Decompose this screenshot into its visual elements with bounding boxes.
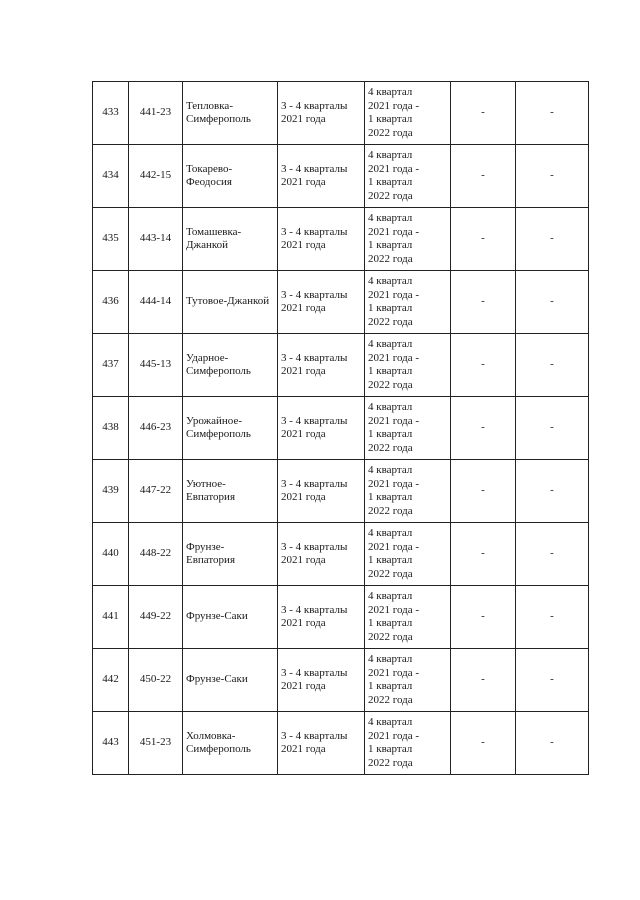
route-code: 447-22: [129, 460, 183, 523]
start-period-text: 3 - 4 кварталы 2021 года: [281, 729, 348, 755]
column-7-value: -: [516, 397, 589, 460]
start-period: [278, 397, 365, 460]
route-name: [183, 334, 278, 397]
column-6-value: -: [451, 82, 516, 145]
route-name: [183, 523, 278, 586]
end-period: 4 квартал 2021 года - 1 квартал 2022 года: [365, 334, 451, 397]
start-period-text: 3 - 4 кварталы 2021 года: [281, 99, 348, 125]
start-period: [278, 145, 365, 208]
table-row: [93, 271, 589, 334]
route-name: [183, 397, 278, 460]
column-7-value: -: [516, 145, 589, 208]
column-7-value: -: [516, 82, 589, 145]
route-name-text: Фрунзе- Евпатория: [186, 540, 236, 566]
route-code: 449-22: [129, 586, 183, 649]
end-period: 4 квартал 2021 года - 1 квартал 2022 года: [365, 397, 451, 460]
route-code: 441-23: [129, 82, 183, 145]
row-number: 442: [93, 649, 129, 712]
route-name-text: Томашевка- Джанкой: [186, 225, 242, 251]
row-number: 433: [93, 82, 129, 145]
route-name-text: Фрунзе-Саки: [186, 673, 248, 686]
route-code: 445-13: [129, 334, 183, 397]
row-number: 436: [93, 271, 129, 334]
column-7-value: -: [516, 523, 589, 586]
column-6-value: -: [451, 271, 516, 334]
route-name-text: Токарево- Феодосия: [186, 162, 233, 188]
column-6-value: -: [451, 397, 516, 460]
end-period: 4 квартал 2021 года - 1 квартал 2022 года: [365, 271, 451, 334]
end-period: 4 квартал 2021 года - 1 квартал 2022 года: [365, 712, 451, 775]
row-number: 438: [93, 397, 129, 460]
column-6-value: -: [451, 208, 516, 271]
column-6-value: -: [451, 649, 516, 712]
row-number: 441: [93, 586, 129, 649]
route-name: [183, 145, 278, 208]
column-6-value: -: [451, 145, 516, 208]
column-7-value: -: [516, 334, 589, 397]
start-period: [278, 712, 365, 775]
table-row: [93, 523, 589, 586]
column-6-value: -: [451, 334, 516, 397]
end-period: 4 квартал 2021 года - 1 квартал 2022 года: [365, 586, 451, 649]
route-name: [183, 586, 278, 649]
start-period-text: 3 - 4 кварталы 2021 года: [281, 603, 348, 629]
row-number: 434: [93, 145, 129, 208]
route-code: 451-23: [129, 712, 183, 775]
table-row: [93, 334, 589, 397]
start-period-text: 3 - 4 кварталы 2021 года: [281, 666, 348, 692]
column-7-value: -: [516, 271, 589, 334]
start-period-text: 3 - 4 кварталы 2021 года: [281, 288, 348, 314]
column-7-value: -: [516, 586, 589, 649]
column-6-value: -: [451, 712, 516, 775]
route-name-text: Тепловка- Симферополь: [186, 99, 251, 125]
route-code: 446-23: [129, 397, 183, 460]
row-number: 439: [93, 460, 129, 523]
route-code: 443-14: [129, 208, 183, 271]
row-number: 440: [93, 523, 129, 586]
start-period: [278, 586, 365, 649]
row-number: 435: [93, 208, 129, 271]
column-7-value: -: [516, 208, 589, 271]
end-period: 4 квартал 2021 года - 1 квартал 2022 года: [365, 460, 451, 523]
column-6-value: -: [451, 523, 516, 586]
column-7-value: -: [516, 649, 589, 712]
route-name-text: Ударное- Симферополь: [186, 351, 251, 377]
table-row: [93, 208, 589, 271]
column-7-value: -: [516, 712, 589, 775]
start-period: [278, 208, 365, 271]
route-code: 450-22: [129, 649, 183, 712]
table-row: [93, 145, 589, 208]
end-period: 4 квартал 2021 года - 1 квартал 2022 года: [365, 145, 451, 208]
table-row: [93, 460, 589, 523]
start-period: [278, 271, 365, 334]
end-period: 4 квартал 2021 года - 1 квартал 2022 года: [365, 82, 451, 145]
route-code: 448-22: [129, 523, 183, 586]
route-name: [183, 460, 278, 523]
table-row: [93, 712, 589, 775]
start-period: [278, 523, 365, 586]
route-name: [183, 208, 278, 271]
end-period: 4 квартал 2021 года - 1 квартал 2022 года: [365, 208, 451, 271]
start-period-text: 3 - 4 кварталы 2021 года: [281, 225, 348, 251]
end-period: 4 квартал 2021 года - 1 квартал 2022 года: [365, 649, 451, 712]
route-name-text: Тутовое-Джанкой: [186, 295, 270, 308]
route-name-text: Уютное- Евпатория: [186, 477, 236, 503]
end-period: 4 квартал 2021 года - 1 квартал 2022 года: [365, 523, 451, 586]
route-name: [183, 649, 278, 712]
start-period-text: 3 - 4 кварталы 2021 года: [281, 162, 348, 188]
table-row: [93, 649, 589, 712]
table-row: [93, 82, 589, 145]
column-6-value: -: [451, 586, 516, 649]
start-period-text: 3 - 4 кварталы 2021 года: [281, 477, 348, 503]
schedule-table: [92, 81, 589, 775]
start-period-text: 3 - 4 кварталы 2021 года: [281, 540, 348, 566]
table-row: [93, 586, 589, 649]
route-code: 444-14: [129, 271, 183, 334]
start-period: [278, 460, 365, 523]
start-period-text: 3 - 4 кварталы 2021 года: [281, 351, 348, 377]
route-name-text: Холмовка- Симферополь: [186, 729, 251, 755]
route-name-text: Фрунзе-Саки: [186, 610, 248, 623]
start-period-text: 3 - 4 кварталы 2021 года: [281, 414, 348, 440]
row-number: 437: [93, 334, 129, 397]
route-name-text: Урожайное- Симферополь: [186, 414, 251, 440]
route-name: [183, 712, 278, 775]
start-period: [278, 82, 365, 145]
route-name: [183, 271, 278, 334]
column-7-value: -: [516, 460, 589, 523]
start-period: [278, 649, 365, 712]
column-6-value: -: [451, 460, 516, 523]
start-period: [278, 334, 365, 397]
route-code: 442-15: [129, 145, 183, 208]
table-row: [93, 397, 589, 460]
route-name: [183, 82, 278, 145]
row-number: 443: [93, 712, 129, 775]
